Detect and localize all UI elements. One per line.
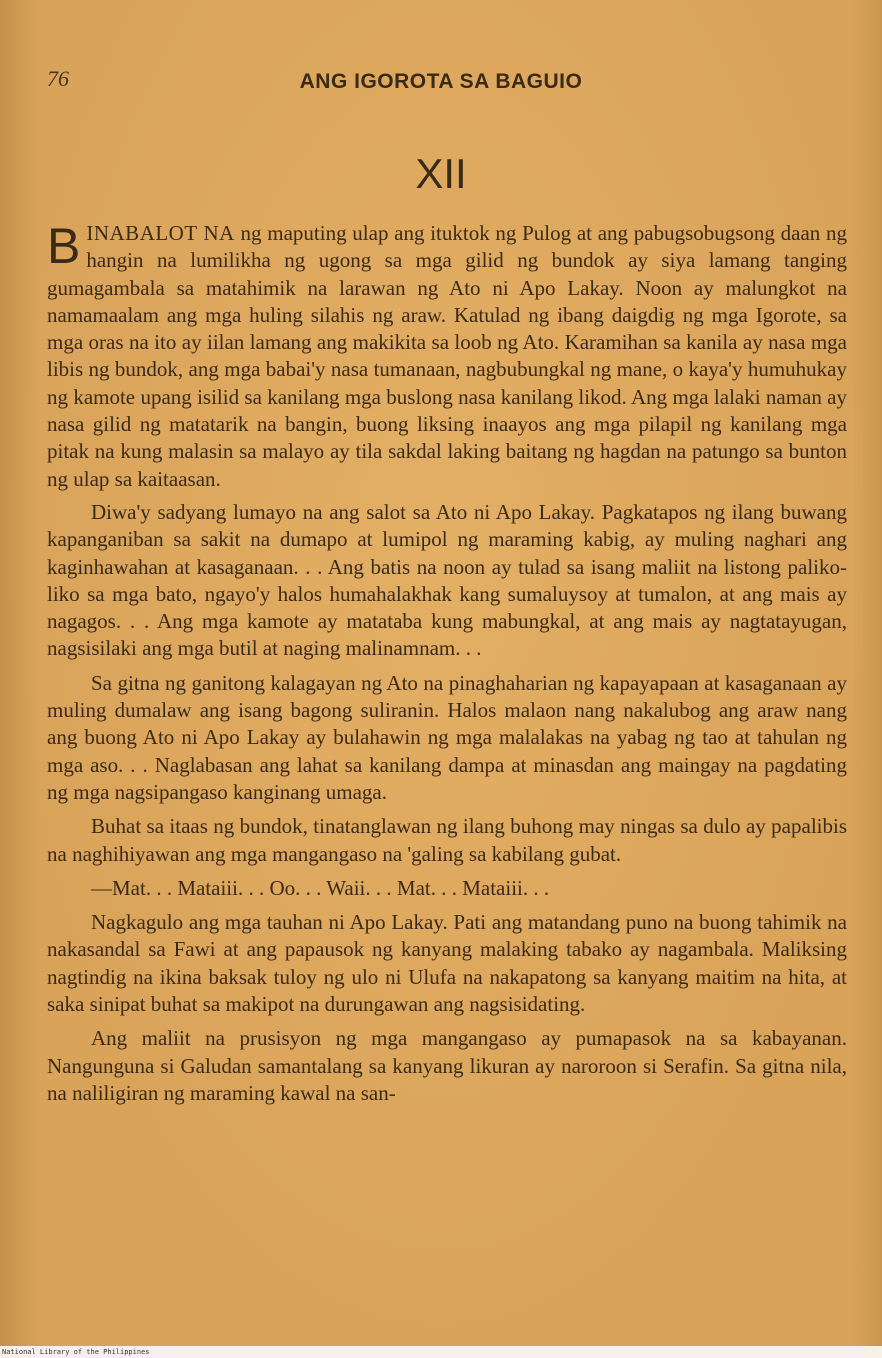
paragraph-7: Ang maliit na prusisyon ng mga mangangaso ay pumapasok na sa kabayanan. Nangunguna si Galudan samantalang sa kanyang likuran ay naroroon si Serafin. Sa gitna nila, na naliligiran ng maraming kawal na san- [47,1026,847,1105]
paragraph-4: Buhat sa itaas ng bundok, tinatanglawan ng ilang buhong may ningas sa dulo ay papalibis na naghihiyawan ang mga mangangaso na 'galing sa kabilang gubat. [47,814,847,866]
paragraph-2: Diwa'y sadyang lumayo na ang salot sa Ato ni Apo Lakay. Pagkatapos ng ilang buwang kapanganiban sa sakit na dumapo at lumipol ng maraming kabig, ay muling naghari ang kaginhawahan at kasaganaan. . . Ang batis na noon ay tulad sa isang maliit na listong paliko-liko sa mga bato, ngayo'y halos humahalakhak kang sumaluysoy at tumalon, at ang mais ay nagagos. . . Ang mga kamote ay matataba kung mabungkal, at ang mais ay nagtatayugan, nagsisilaki ang mga butil at naging malinamnam. . . [47,499,847,661]
body-text [47,220,847,1114]
paragraph-5: —Mat. . . Mataiii. . . Oo. . . Waii. . . Mat. . . Mataiii. . . [91,875,550,900]
paragraph-text: ng maputing ulap ang ituktok ng Pulog at ang pabugsobugsong daan ng hangin na lumilikha ng ugong sa mga gilid ng bundok ay siya lamang tanging gumagambala sa matahimik na larawan ng Ato ni Apo Lakay. Noon ay malungkot na namamaalam ang mga huling silahis ng araw. Katulad ng ibang daigdig ng mga Igorote, sa mga oras na ito ay iilan lamang ang makikita sa loob ng Ato. Karamihan sa kanila ay nasa mga libis ng bundok, ang mga babai'y nasa tumanaan, nagbubungkal ng mane, o kaya'y humuhukay ng kamote upang isilid sa kanilang mga buslong nasa kanilang likod. Ang mga lalaki naman ay nasa gilid ng matatarik na bangin, buong liksing inaayos ang mga pilapil ng kanilang mga pitak na kung malasin sa malayo ay tila sakdal laking baitang ng hagdan na patungo sa bunton ng ulap sa kaitaasan. [47,221,847,491]
paragraph-1 [47,220,847,493]
paragraph-6: Nagkagulo ang mga tauhan ni Apo Lakay. Pati ang matandang puno na buong tahimik na nakasandal sa Fawi at ang papausok ng kanyang malaking tabako ay nagambala. Maliksing nagtindig na ikina baksak tuloy ng ulo ni Ulufa na nakapatong sa kanyang maitim na hita, at saka sinipat buhat sa makipot na durungawan ang nagsisidating. [47,910,847,1017]
page-number: 76 [47,66,69,91]
drop-cap: B [47,218,81,274]
library-credit: National Library of the Philippines [0,1346,882,1358]
chapter-number: XII [415,150,467,197]
lead-words: INABALOT NA [86,221,235,245]
running-title: ANG IGOROTA SA BAGUIO [299,70,583,93]
paragraph-3: Sa gitna ng ganitong kalagayan ng Ato na pinaghaharian ng kapayapaan at kasaganaan ay muling dumalaw ang isang bagong suliranin. Halos malaon nang nakalubog ang araw nang ang buong Ato ni Apo Lakay ay bulahawin ng mga malalakas na yabag ng tao at tahulan ng mga aso. . . Naglabasan ang lahat sa kanilang dampa at minasdan ang maingay na pagdating ng mga nagsipangaso kanginang umaga. [47,670,847,804]
